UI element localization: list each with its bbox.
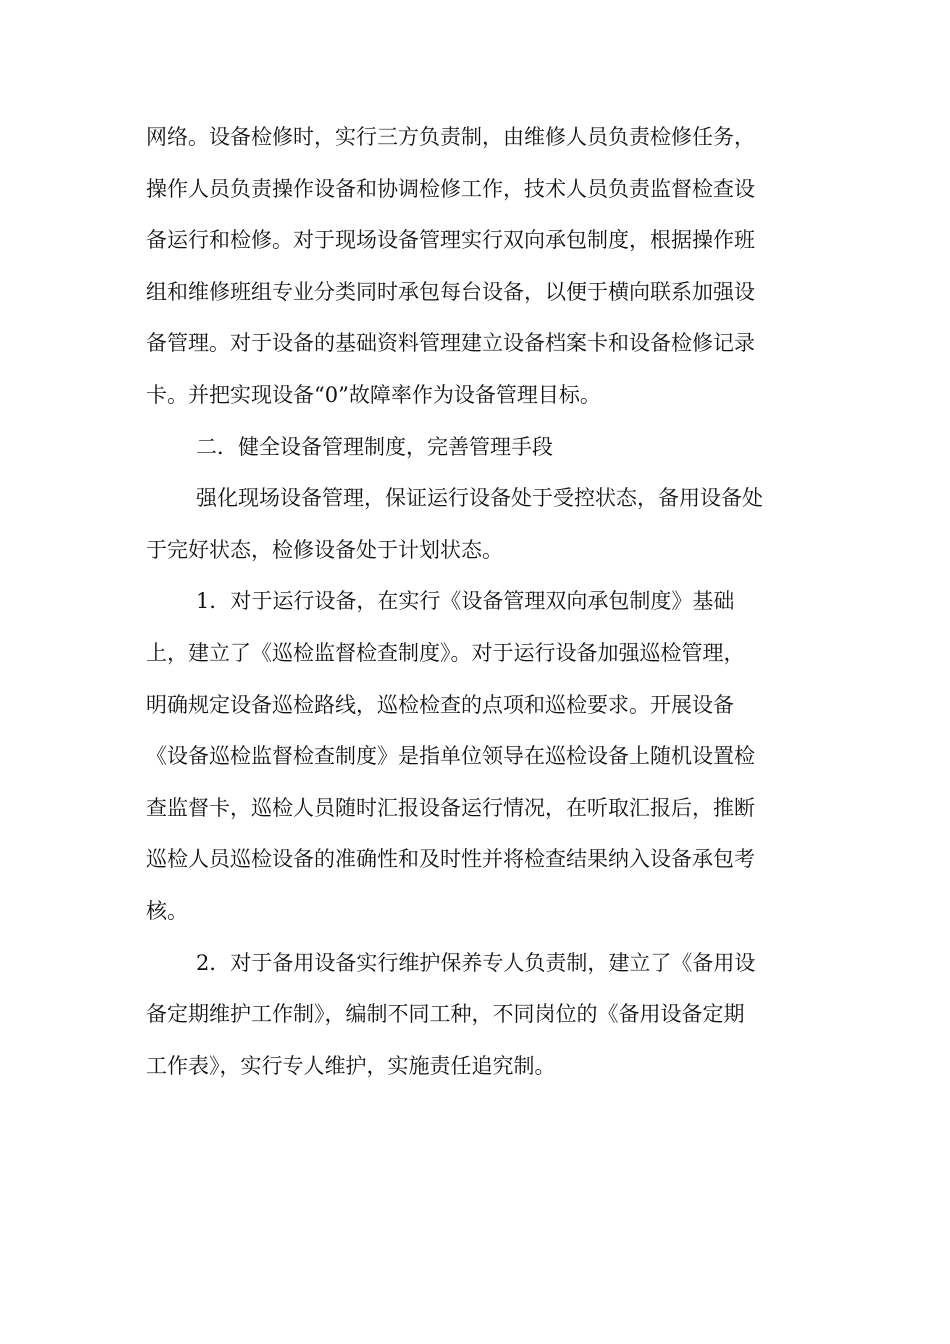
document-body [146, 112, 806, 1092]
text-line: 查监督卡，巡检人员随时汇报设备运行情况，在听取汇报后，推断 [146, 795, 755, 820]
text-line: 核。 [146, 898, 188, 923]
text-line: 卡。并把实现设备“0”故障率作为设备管理目标。 [146, 382, 601, 407]
text-line: 组和维修班组专业分类同时承包每台设备，以便于横向联系加强设 [146, 279, 755, 304]
text-line: 于完好状态，检修设备处于计划状态。 [146, 537, 503, 562]
list-item-heading: 1．对于运行设备，在实行《设备管理双向承包制度》基础 [196, 589, 735, 614]
text-line: 备运行和检修。对于现场设备管理实行双向承包制度，根据操作班 [146, 228, 755, 253]
section-heading: 二．健全设备管理制度，完善管理手段 [196, 434, 553, 459]
text-line: 工作表》，实行专人维护，实施责任追究制。 [146, 1053, 556, 1078]
text-line: 备定期维护工作制》，编制不同工种，不同岗位的《备用设备定期 [146, 1002, 745, 1027]
text-line: 操作人员负责操作设备和协调检修工作，技术人员负责监督检查设 [146, 176, 755, 201]
text-line: 备管理。对于设备的基础资料管理建立设备档案卡和设备检修记录 [146, 331, 755, 356]
text-line: 强化现场设备管理，保证运行设备处于受控状态，备用设备处 [196, 486, 763, 511]
text-line: 明确规定设备巡检路线，巡检检查的点项和巡检要求。开展设备 [146, 692, 734, 717]
text-line: 网络。设备检修时，实行三方负责制，由维修人员负责检修任务， [146, 125, 755, 149]
text-line: 巡检人员巡检设备的准确性和及时性并将检查结果纳入设备承包考 [146, 847, 755, 872]
text-line: 上，建立了《巡检监督检查制度》。对于运行设备加强巡检管理， [146, 640, 745, 665]
text-line: 《设备巡检监督检查制度》是指单位领导在巡检设备上随机设置检 [146, 744, 755, 769]
list-item-heading: 2．对于备用设备实行维护保养专人负责制，建立了《备用设 [196, 950, 756, 975]
